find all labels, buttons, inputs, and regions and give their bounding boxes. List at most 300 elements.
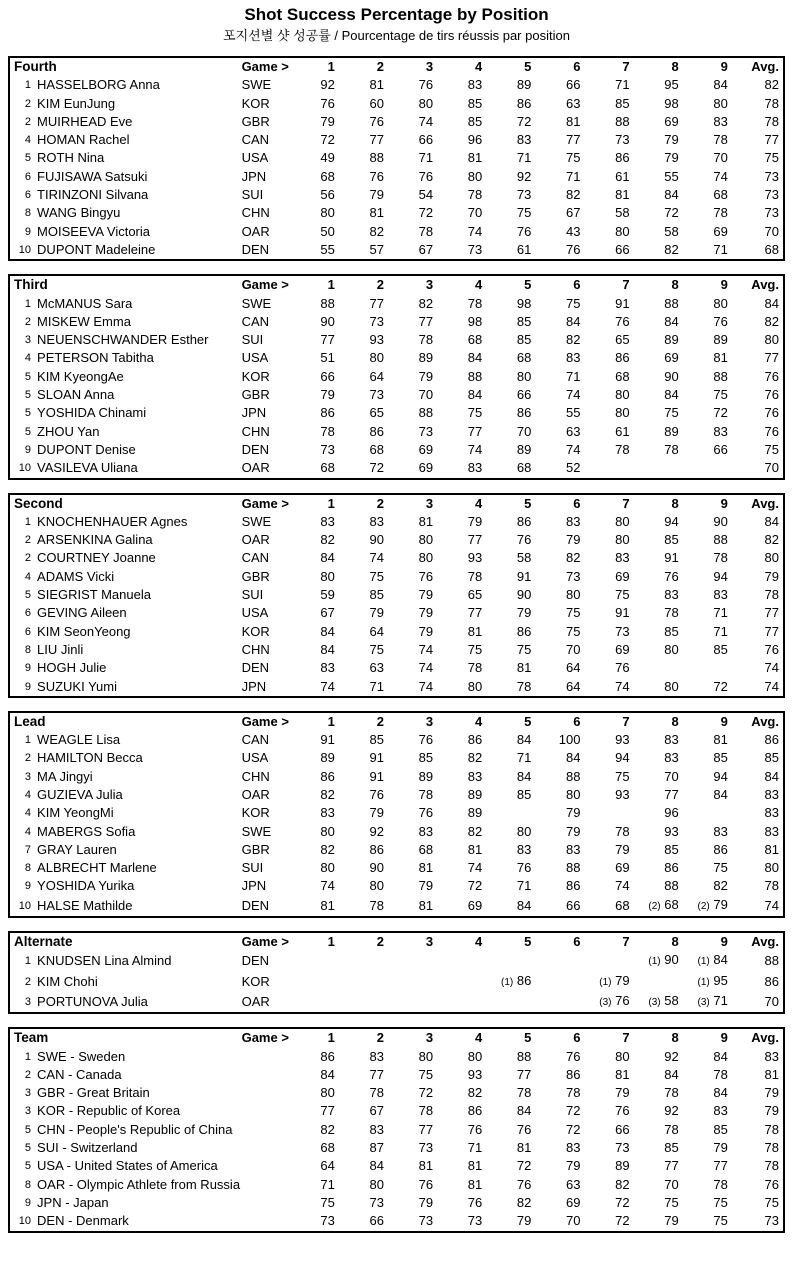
rank-cell: 9 xyxy=(24,680,32,693)
rank-cell: 5 xyxy=(24,425,32,438)
game-number-header: 7 xyxy=(622,59,630,74)
score-cell: 80 xyxy=(615,532,630,548)
table-row xyxy=(9,1102,784,1120)
score-cell: 73 xyxy=(418,423,434,439)
score-cell: 68 xyxy=(713,187,728,203)
score-cell: 79 xyxy=(516,605,532,621)
rank-cell: 8 xyxy=(24,207,32,220)
rank-cell: 5 xyxy=(24,589,32,602)
score-cell: 67 xyxy=(320,605,335,621)
score-cell: 66 xyxy=(418,132,434,148)
score-cell: 92 xyxy=(664,1048,679,1064)
score-cell: 83 xyxy=(516,841,532,857)
name-cell: SIEGRIST Manuela xyxy=(37,587,151,603)
avg-cell: 86 xyxy=(764,732,779,748)
country-cell: JPN xyxy=(241,678,267,694)
score-cell: 91 xyxy=(615,605,630,621)
game-number-header: 7 xyxy=(622,713,630,729)
country-cell: USA xyxy=(241,350,269,366)
section-table-fourth xyxy=(8,56,785,261)
score-cell: 72 xyxy=(565,1103,581,1119)
score-cell: 74 xyxy=(418,678,434,694)
score-cell: 65 xyxy=(369,405,384,421)
score-cell: 86 xyxy=(467,732,483,748)
country-cell: CAN xyxy=(241,313,270,329)
score-cell: 83 xyxy=(565,350,581,366)
avg-cell: 73 xyxy=(764,168,779,184)
rank-cell: 2 xyxy=(24,97,32,110)
score-cell: 66 xyxy=(565,897,581,913)
name-cell: DEN - Denmark xyxy=(37,1213,129,1229)
table-row xyxy=(9,586,784,604)
score-cell: 55 xyxy=(664,168,679,184)
avg-cell: 81 xyxy=(764,841,779,857)
score-cell: 72 xyxy=(516,113,532,129)
score-cell: 92 xyxy=(320,77,335,93)
rank-cell: 4 xyxy=(24,788,32,801)
country-cell: DEN xyxy=(241,953,270,969)
score-cell xyxy=(683,804,732,822)
score-cell: 82 xyxy=(467,750,483,766)
score-cell: 81 xyxy=(418,860,434,876)
score-cell: 98 xyxy=(516,295,532,311)
game-number-header: 2 xyxy=(376,495,384,511)
score-cell: 86 xyxy=(516,405,532,421)
score-cell: 82 xyxy=(565,550,581,566)
name-cell: KOR - Republic of Korea xyxy=(37,1103,181,1119)
score-cell xyxy=(486,951,535,971)
table-row xyxy=(9,549,784,567)
score-cell: 67 xyxy=(418,241,434,257)
score-cell: 70 xyxy=(713,150,728,166)
table-row xyxy=(9,95,784,113)
score-cell: 80 xyxy=(516,823,532,839)
score-cell xyxy=(290,992,339,1013)
country-cell: GBR xyxy=(241,113,270,129)
name-cell: GEVING Aileen xyxy=(37,605,127,621)
name-cell: JPN - Japan xyxy=(37,1194,109,1210)
game-number-header: 2 xyxy=(376,277,384,293)
table-row xyxy=(9,749,784,767)
score-cell: 76 xyxy=(713,313,728,329)
country-cell: SWE xyxy=(241,513,272,529)
score-cell: 72 xyxy=(369,460,384,476)
name-cell: HASSELBORG Anna xyxy=(37,77,160,93)
score-cell: 80 xyxy=(565,786,581,802)
country-cell: DEN xyxy=(241,241,270,257)
score-cell xyxy=(535,992,584,1013)
score-cell: 78 xyxy=(664,1121,679,1137)
score-cell: 75 xyxy=(418,1066,434,1082)
games-played-note: (1) xyxy=(599,976,612,988)
score-cell: 51 xyxy=(320,350,335,366)
score-cell xyxy=(535,951,584,971)
rank-cell: 4 xyxy=(24,570,32,583)
rank-cell: 5 xyxy=(24,152,32,165)
score-cell: 63 xyxy=(565,95,581,111)
score-cell: (1) 79 xyxy=(599,972,630,988)
table-row xyxy=(9,804,784,822)
score-cell: 68 xyxy=(467,332,483,348)
game-col-label: Game > xyxy=(241,934,289,950)
game-number-header: 2 xyxy=(376,1030,384,1046)
score-cell: 54 xyxy=(418,187,434,203)
score-cell: 72 xyxy=(467,878,483,894)
avg-header: Avg. xyxy=(751,59,779,74)
section-title: Second xyxy=(14,495,63,511)
section-table-third xyxy=(8,274,785,479)
score-cell: 75 xyxy=(467,405,483,421)
rank-cell: 5 xyxy=(24,1123,32,1136)
rank-cell: 1 xyxy=(24,955,32,968)
rank-cell: 1 xyxy=(24,1050,32,1063)
score-cell: 75 xyxy=(565,605,581,621)
avg-cell: 83 xyxy=(764,1048,779,1064)
score-cell: 80 xyxy=(418,550,434,566)
avg-cell: 83 xyxy=(764,823,779,839)
table-row xyxy=(9,568,784,586)
score-cell: 80 xyxy=(418,95,434,111)
score-cell: 60 xyxy=(369,95,384,111)
score-cell: 76 xyxy=(615,1103,630,1119)
table-row xyxy=(9,513,784,531)
score-cell: (2) 68 xyxy=(648,896,679,912)
score-cell: 80 xyxy=(320,568,335,584)
score-cell: 75 xyxy=(565,150,581,166)
score-cell xyxy=(388,992,437,1013)
score-cell xyxy=(634,659,683,677)
score-cell: 84 xyxy=(467,387,483,403)
page-subtitle: 포지션별 샷 성공률 / Pourcentage de tirs réussis par position xyxy=(223,28,570,43)
score-cell: 76 xyxy=(369,786,384,802)
game-number-header: 6 xyxy=(573,934,581,950)
score-cell: 70 xyxy=(664,1176,679,1192)
score-cell: 80 xyxy=(615,1048,630,1064)
score-cell: 94 xyxy=(664,513,679,529)
score-cell: 72 xyxy=(320,132,335,148)
score-cell: 77 xyxy=(467,532,483,548)
score-cell: 76 xyxy=(516,1121,532,1137)
avg-cell: 82 xyxy=(764,313,779,329)
score-cell: 52 xyxy=(565,460,581,476)
score-cell: 79 xyxy=(418,587,434,603)
country-cell: KOR xyxy=(241,623,270,639)
country-cell: USA xyxy=(241,605,269,621)
avg-cell: 82 xyxy=(764,532,779,548)
avg-cell: 74 xyxy=(764,660,779,676)
country-cell: DEN xyxy=(241,897,270,913)
score-cell: 79 xyxy=(565,532,581,548)
score-cell: 93 xyxy=(615,786,630,802)
name-cell: PORTUNOVA Julia xyxy=(37,993,148,1009)
score-cell: 73 xyxy=(369,387,384,403)
score-cell: 86 xyxy=(565,878,581,894)
country-cell: DEN xyxy=(241,441,270,457)
score-cell: 72 xyxy=(516,1158,532,1174)
game-col-label: Game > xyxy=(241,1030,289,1046)
name-cell: YOSHIDA Chinami xyxy=(37,405,147,421)
score-cell: 80 xyxy=(664,641,679,657)
rank-cell: 8 xyxy=(24,1178,32,1191)
score-cell: 73 xyxy=(320,441,335,457)
score-cell: 94 xyxy=(713,768,728,784)
score-cell: 73 xyxy=(467,1213,483,1229)
score-cell: 85 xyxy=(467,95,483,111)
score-cell: 88 xyxy=(418,405,434,421)
score-cell: 75 xyxy=(565,295,581,311)
score-cell: 86 xyxy=(713,841,728,857)
score-cell: 84 xyxy=(516,732,532,748)
score-cell: 80 xyxy=(713,95,728,111)
score-cell: 71 xyxy=(369,678,384,694)
score-cell: 79 xyxy=(615,841,630,857)
score-cell: 80 xyxy=(615,513,630,529)
avg-cell: 77 xyxy=(764,350,779,366)
score-cell: 78 xyxy=(467,568,483,584)
score-cell: 81 xyxy=(713,732,728,748)
score-cell: 71 xyxy=(615,77,630,93)
page-title: Shot Success Percentage by Position xyxy=(244,5,549,24)
score-cell: 94 xyxy=(615,750,630,766)
game-number-header: 5 xyxy=(524,934,532,950)
score-cell: 84 xyxy=(565,313,581,329)
score-cell: 63 xyxy=(369,660,384,676)
game-number-header: 4 xyxy=(474,277,483,293)
rank-cell: 4 xyxy=(24,134,32,147)
name-cell: WEAGLE Lisa xyxy=(37,732,121,748)
score-cell: 78 xyxy=(467,295,483,311)
name-cell: SWE - Sweden xyxy=(37,1048,126,1064)
score-cell: 77 xyxy=(467,605,483,621)
score-cell: 83 xyxy=(369,1048,384,1064)
country-cell: USA xyxy=(241,750,269,766)
avg-cell: 80 xyxy=(764,332,779,348)
score-cell: 57 xyxy=(369,241,384,257)
score-cell: 76 xyxy=(516,1176,532,1192)
score-cell: 70 xyxy=(664,768,679,784)
table-row xyxy=(9,168,784,186)
name-cell: MUIRHEAD Eve xyxy=(37,113,133,129)
table-row xyxy=(9,1139,784,1157)
score-cell: 71 xyxy=(713,623,728,639)
score-cell: 73 xyxy=(320,1213,335,1229)
avg-cell: 75 xyxy=(764,1194,779,1210)
name-cell: HOMAN Rachel xyxy=(37,132,130,148)
rank-cell: 6 xyxy=(24,170,32,183)
country-cell: KOR xyxy=(241,805,270,821)
avg-cell: 70 xyxy=(764,223,779,239)
game-number-header: 8 xyxy=(671,934,679,950)
score-cell: 79 xyxy=(418,605,434,621)
score-cell: 84 xyxy=(713,1048,728,1064)
score-cell: 78 xyxy=(565,1085,581,1101)
game-number-header: 8 xyxy=(671,1030,679,1046)
score-cell: 86 xyxy=(467,1103,483,1119)
avg-cell: 81 xyxy=(764,1066,779,1082)
country-cell: OAR xyxy=(241,993,270,1009)
games-played-note: (1) xyxy=(501,976,514,988)
name-cell: COURTNEY Joanne xyxy=(37,550,156,566)
score-cell: 72 xyxy=(418,205,434,221)
score-cell: 82 xyxy=(713,878,728,894)
score-cell: 80 xyxy=(516,368,532,384)
score-cell: 80 xyxy=(467,678,483,694)
score-cell: 90 xyxy=(369,532,384,548)
score-cell: 84 xyxy=(320,623,335,639)
name-cell: ADAMS Vicki xyxy=(37,568,115,584)
score-cell: 82 xyxy=(565,332,581,348)
score-cell: 82 xyxy=(320,841,335,857)
score-cell: 79 xyxy=(664,150,679,166)
name-cell: VASILEVA Uliana xyxy=(37,460,138,476)
game-number-header: 9 xyxy=(720,277,728,293)
name-cell: USA - United States of America xyxy=(37,1158,218,1174)
rank-cell: 9 xyxy=(24,443,32,456)
score-cell: 76 xyxy=(565,1048,581,1064)
score-cell: 89 xyxy=(467,786,483,802)
score-cell: 81 xyxy=(418,1158,434,1174)
score-cell: 77 xyxy=(418,1121,434,1137)
score-cell: (3) 71 xyxy=(697,992,728,1008)
score-cell: (1) 90 xyxy=(648,952,679,968)
score-cell: 85 xyxy=(664,623,679,639)
score-cell: 61 xyxy=(615,423,630,439)
name-cell: KIM SeonYeong xyxy=(37,623,131,639)
score-cell: 81 xyxy=(467,1158,483,1174)
score-cell: 75 xyxy=(320,1194,335,1210)
country-cell: SUI xyxy=(241,187,264,203)
name-cell: MA Jingyi xyxy=(37,768,93,784)
score-cell: 78 xyxy=(369,897,384,913)
rank-cell: 3 xyxy=(24,1087,32,1100)
section-title: Fourth xyxy=(14,59,57,74)
country-cell: CHN xyxy=(241,641,270,657)
table-row xyxy=(9,604,784,622)
score-cell: 74 xyxy=(467,441,483,457)
section-title: Lead xyxy=(14,713,46,729)
rank-cell: 6 xyxy=(24,625,32,638)
score-cell: 82 xyxy=(467,823,483,839)
score-cell: 73 xyxy=(565,568,581,584)
avg-cell: 74 xyxy=(764,678,779,694)
score-cell: 66 xyxy=(565,77,581,93)
score-cell xyxy=(437,972,486,992)
table-row xyxy=(9,972,784,992)
section-table-lead xyxy=(8,711,785,918)
score-cell: 64 xyxy=(369,368,384,384)
score-cell: 77 xyxy=(664,1158,679,1174)
avg-cell: 78 xyxy=(764,587,779,603)
score-cell: 78 xyxy=(713,1066,728,1082)
score-cell: 86 xyxy=(516,623,532,639)
avg-cell: 86 xyxy=(764,973,779,989)
score-cell: 74 xyxy=(418,660,434,676)
score-cell: 81 xyxy=(369,205,384,221)
avg-cell: 70 xyxy=(764,993,779,1009)
score-cell xyxy=(584,804,633,822)
score-cell: 90 xyxy=(664,368,679,384)
avg-cell: 76 xyxy=(764,641,779,657)
country-cell: SUI xyxy=(241,860,264,876)
score-cell: 93 xyxy=(664,823,679,839)
name-cell: PETERSON Tabitha xyxy=(37,350,154,366)
name-cell: ARSENKINA Galina xyxy=(37,532,153,548)
rank-cell: 2 xyxy=(24,752,32,765)
name-cell: GUZIEVA Julia xyxy=(37,786,123,802)
score-cell: (1) 86 xyxy=(501,972,532,988)
score-cell: 78 xyxy=(713,1176,728,1192)
game-number-header: 3 xyxy=(425,59,434,74)
avg-cell: 84 xyxy=(764,513,779,529)
avg-cell: 78 xyxy=(764,1121,779,1137)
score-cell: 78 xyxy=(615,441,630,457)
game-number-header: 9 xyxy=(720,713,728,729)
table-row xyxy=(9,423,784,441)
game-number-header: 1 xyxy=(327,277,335,293)
score-cell: 87 xyxy=(369,1140,384,1156)
score-cell xyxy=(683,659,732,677)
rank-cell: 10 xyxy=(18,243,32,256)
avg-cell: 84 xyxy=(764,295,779,311)
score-cell: 82 xyxy=(369,223,384,239)
section-header-row xyxy=(9,1028,784,1047)
table-row xyxy=(9,1157,784,1175)
game-col-label: Game > xyxy=(241,495,289,511)
score-cell: 78 xyxy=(664,1085,679,1101)
score-cell: 68 xyxy=(320,460,335,476)
score-cell: 72 xyxy=(615,1213,630,1229)
score-cell xyxy=(339,951,388,971)
score-cell: 76 xyxy=(467,1194,483,1210)
score-cell: 80 xyxy=(369,350,384,366)
score-cell: 84 xyxy=(664,187,679,203)
rank-cell: 5 xyxy=(24,1160,32,1173)
games-played-note: (1) xyxy=(697,956,710,968)
table-row xyxy=(9,223,784,241)
score-cell: 83 xyxy=(320,660,335,676)
score-cell xyxy=(634,972,683,992)
section-header-row xyxy=(9,712,784,731)
score-cell: 85 xyxy=(615,95,630,111)
score-cell: 91 xyxy=(615,295,630,311)
section-title: Alternate xyxy=(14,934,73,950)
game-number-header: 6 xyxy=(573,713,581,729)
game-number-header: 2 xyxy=(376,713,384,729)
table-row xyxy=(9,331,784,349)
game-number-header: 4 xyxy=(474,713,483,729)
rank-cell: 2 xyxy=(24,115,32,128)
section-title: Third xyxy=(14,277,48,293)
table-row xyxy=(9,992,784,1013)
name-cell: SUI - Switzerland xyxy=(37,1140,138,1156)
score-cell: 69 xyxy=(664,113,679,129)
score-cell: 56 xyxy=(320,187,335,203)
name-cell: KIM KyeongAe xyxy=(37,368,124,384)
score-cell: 74 xyxy=(320,878,335,894)
name-cell: DUPONT Denise xyxy=(37,441,136,457)
score-cell: 85 xyxy=(664,841,679,857)
rank-cell: 8 xyxy=(24,862,32,875)
avg-cell: 82 xyxy=(764,77,779,93)
score-cell: 81 xyxy=(467,150,483,166)
sections-container xyxy=(0,44,793,1233)
rank-cell: 3 xyxy=(24,1105,32,1118)
score-cell: 82 xyxy=(516,1194,532,1210)
table-row xyxy=(9,623,784,641)
score-cell: 61 xyxy=(615,168,630,184)
avg-cell: 83 xyxy=(764,805,779,821)
game-number-header: 5 xyxy=(524,59,532,74)
